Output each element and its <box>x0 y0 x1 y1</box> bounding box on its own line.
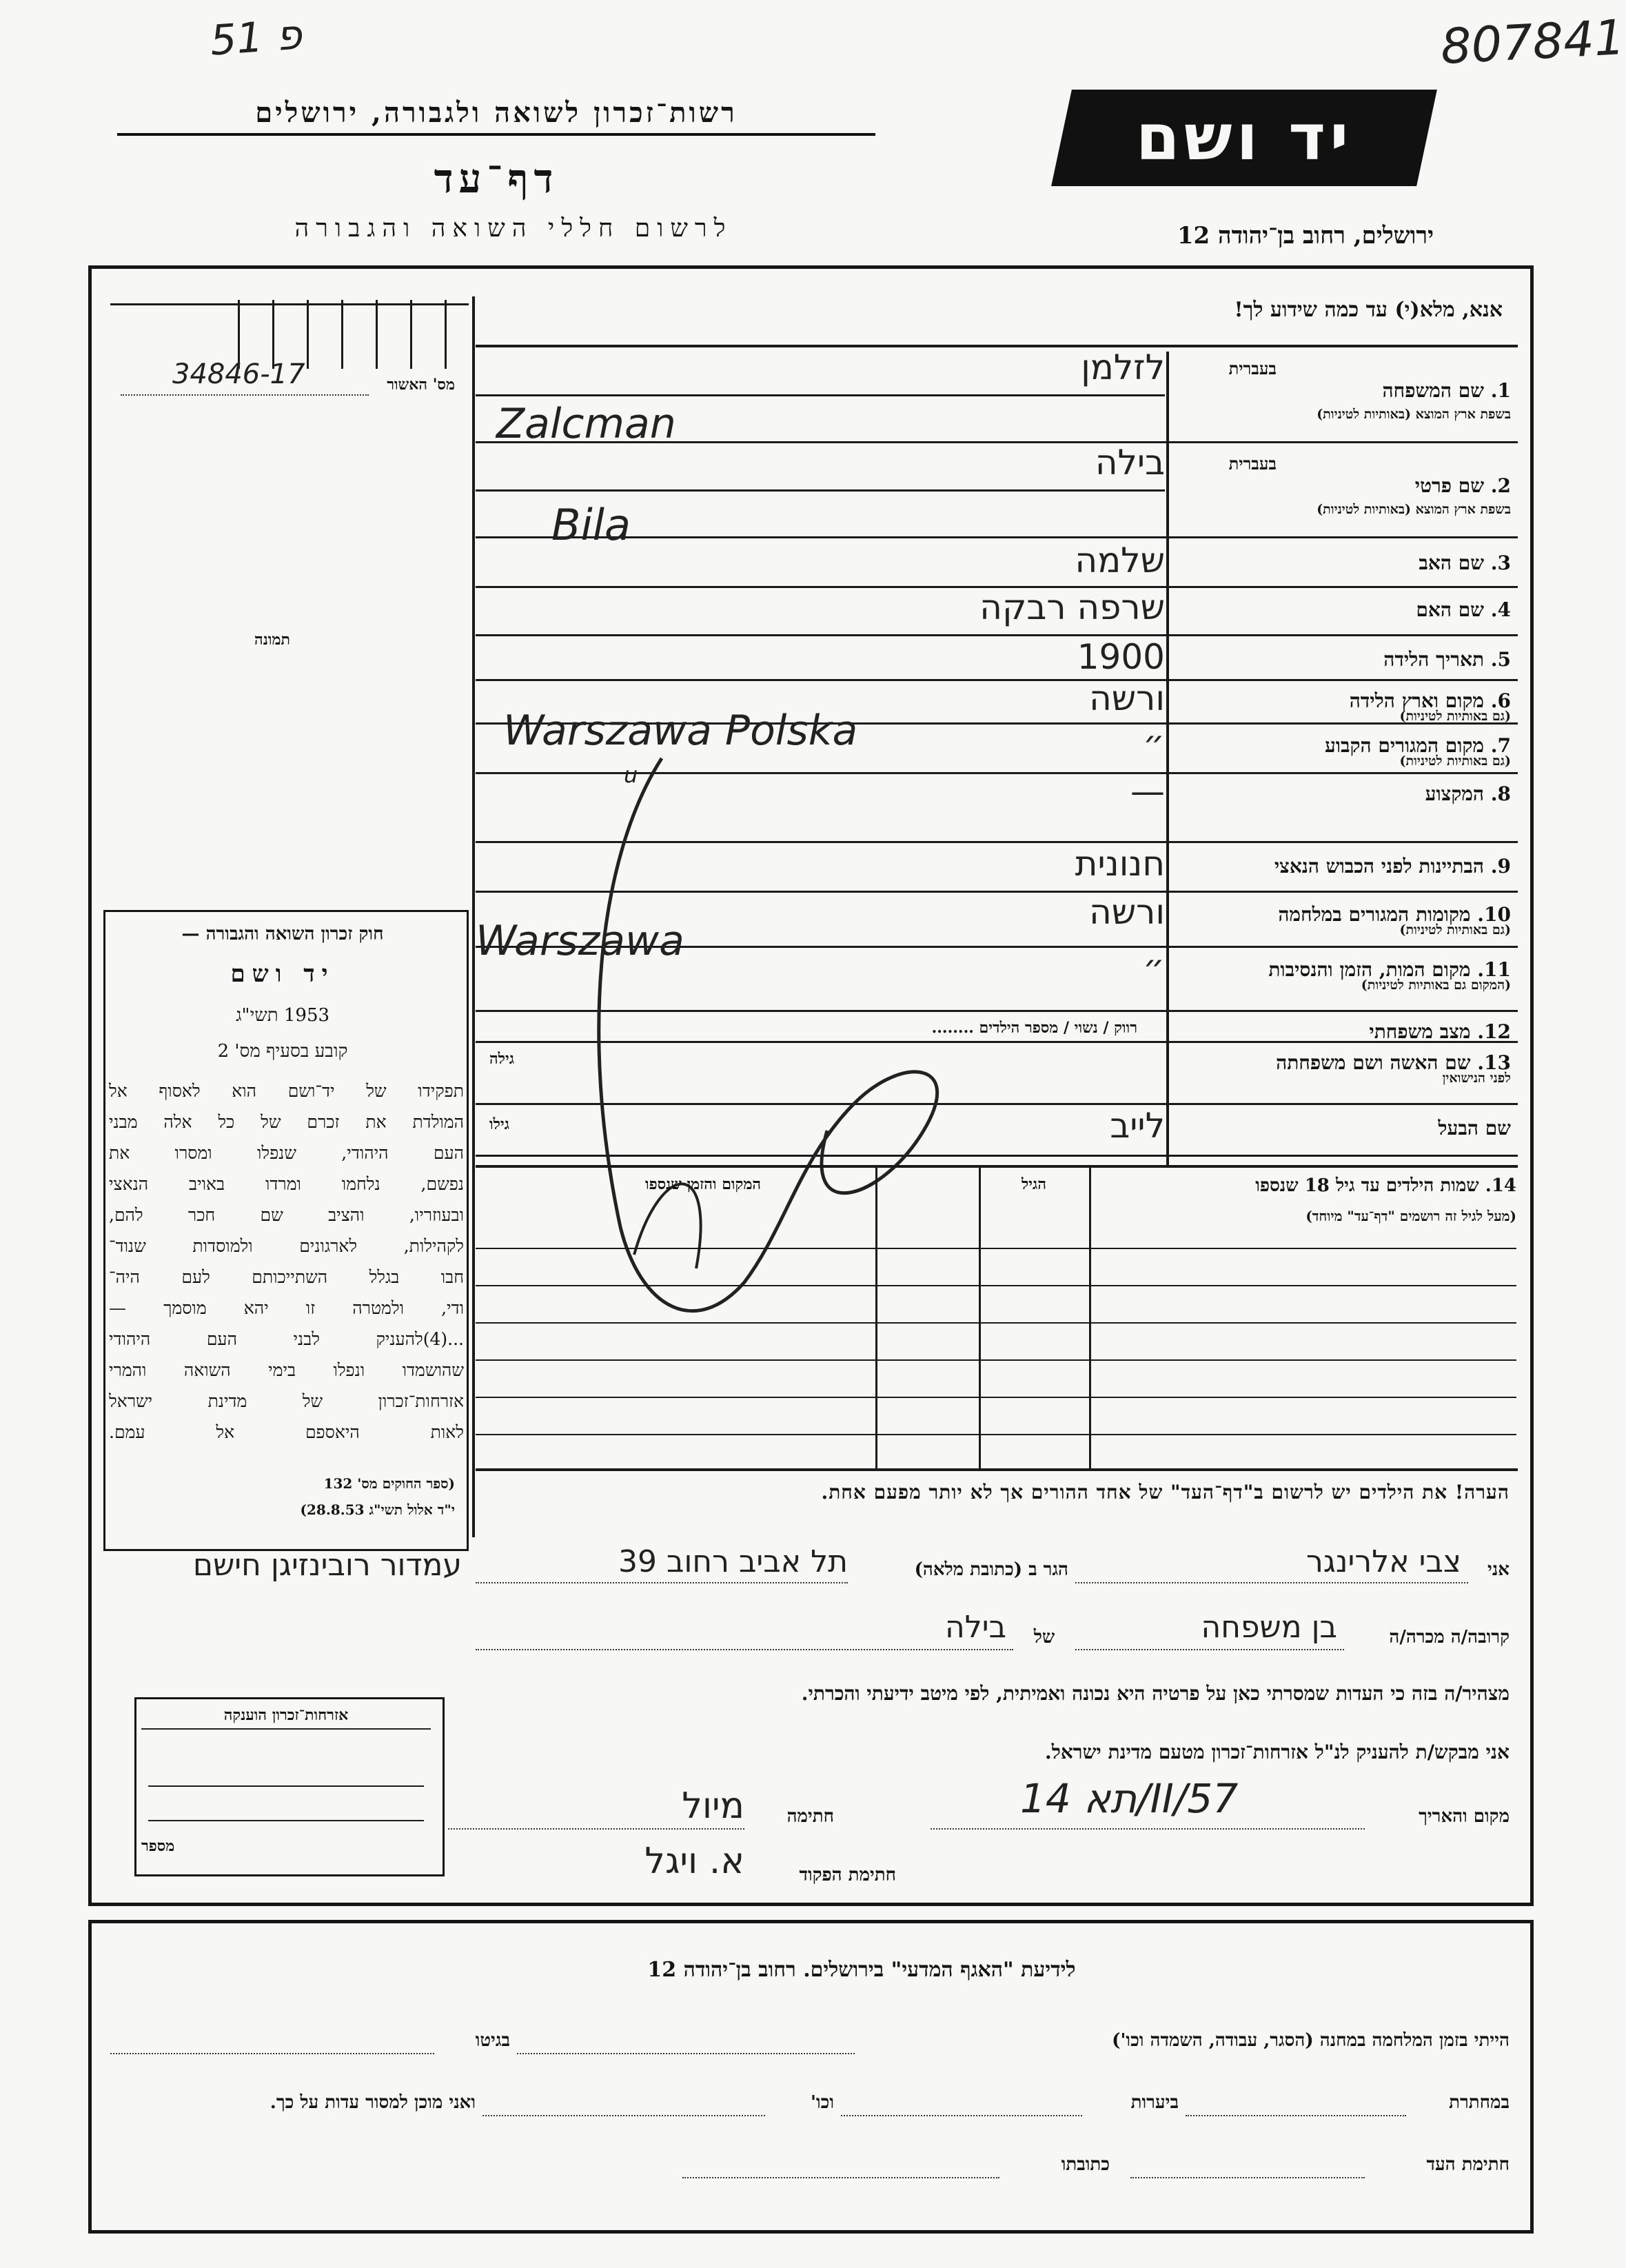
field-value: 1900 <box>1077 637 1165 677</box>
authority-name: רשות־זכרון לשואה ולגבורה, ירושלים <box>117 97 875 136</box>
footer-title: לידיעת "האגף המדעי" בירושלים. רחוב בן־יהודה 12 <box>647 1958 1076 1982</box>
signature-label: חתימה <box>786 1806 834 1827</box>
field-value: לייב <box>1110 1106 1165 1146</box>
field-value: שרפה רבקה <box>979 587 1165 627</box>
law-text-line: העם היהודי, שנפלו ומסרו את <box>109 1143 464 1163</box>
official-signature-label: חתימת הפקוד <box>799 1865 896 1885</box>
photo-label: תמונה <box>254 631 290 649</box>
field-label: 2. שם פרטי <box>1414 474 1511 497</box>
field-label: 12. מצב משפחתי <box>1369 1020 1511 1043</box>
children-col-age: הגיל <box>1022 1175 1046 1193</box>
law-heading: חוק זכרון השואה והגבורה — <box>181 924 384 944</box>
field-label: 11. מקום המות, הזמן והנסיבות <box>1268 958 1511 981</box>
signature-value: מיול <box>682 1785 744 1827</box>
field-value: רווק / נשוי / מספר הילדים ........ <box>931 1019 1137 1037</box>
law-text-line: אזרחות־זכרון של מדינת ישראל <box>109 1391 464 1411</box>
law-source-2: י"ד אלול תשי"ג 28.8.53) <box>300 1501 455 1518</box>
field-sublabel: (גם באותיות לטיניות) <box>1399 709 1511 724</box>
field-label: 8. המקצוע <box>1425 782 1511 805</box>
residence-mark: u <box>624 762 638 788</box>
top-handwritten-mark: פ 51 <box>208 10 304 65</box>
field-value: ורשה <box>1089 892 1165 932</box>
place-date-label: מקום והאריך <box>1419 1806 1510 1827</box>
field-label: 3. שם האב <box>1419 551 1511 574</box>
field-sublabel: בשפת ארץ המוצא (באותיות לטיניות) <box>1317 502 1511 517</box>
law-text <box>109 1075 464 1448</box>
law-text-line: לאות היאספם אל עמם. <box>109 1422 464 1442</box>
footer-line2-a: במחתרת <box>1449 2092 1510 2113</box>
cancel-scribble <box>538 745 1020 1365</box>
approval-number-value: 34846-17 <box>172 358 305 390</box>
field-row <box>476 540 1518 586</box>
witness-name: צבי אלרינגר <box>1305 1544 1461 1579</box>
footer-line1-a: הייתי בזמן המלחמה במחנה (הסגר, עבודה, השמדה וכו') <box>1112 2030 1510 2051</box>
field-label: 5. תאריך הלידה <box>1383 648 1511 671</box>
law-year-num: 1953 <box>283 1005 330 1026</box>
form-divider-left <box>472 296 475 1537</box>
header-address: ירושלים, רחוב בן־יהודה 12 <box>1177 222 1434 250</box>
footer-line3-b: כתובתו <box>1061 2154 1110 2175</box>
official-signature-value: א. ויגל <box>644 1841 744 1882</box>
field-tag: בעברית <box>1228 454 1277 474</box>
field-label: 10. מקומות המגורים במלחמה <box>1278 903 1511 926</box>
field-label: שם הבעל <box>1438 1117 1511 1140</box>
field-sublabel: (המקום גם באותיות לטיניות) <box>1361 978 1511 993</box>
field-sublabel: בשפת ארץ המוצא (באותיות לטיניות) <box>1317 407 1511 422</box>
form-title: דף־עד <box>434 155 559 202</box>
wartime-latin-value: Warszawa <box>476 917 684 965</box>
field-value: לזלמן <box>1081 347 1165 387</box>
extra-handwriting: עמדור רובינזיגן חישם <box>192 1548 462 1583</box>
field-label: 13. שם האשה ושם משפחתה <box>1276 1051 1511 1074</box>
footer-line1-b: בגיטו <box>475 2030 510 2051</box>
field-value: — <box>1130 771 1165 811</box>
field-label: 6. מקום וארץ הלידה <box>1349 689 1511 712</box>
decl-request: אני מבקש/ת להעניק לנ"ל אזרחות־זכרון מטעם מדינת ישראל. <box>1044 1741 1510 1763</box>
of-value: בילה <box>944 1610 1006 1645</box>
law-year-heb: תשי"ג <box>235 1005 278 1026</box>
field-sublabel: (גם באותיות לטיניות) <box>1399 922 1511 938</box>
children-col-place: המקום והזמן שנספו <box>644 1175 762 1193</box>
law-source-1: (ספר החוקים מס' 132 <box>323 1475 455 1492</box>
birthplace-latin-value: Warszawa Polska <box>503 707 858 755</box>
footer-line2-b: ביערות <box>1130 2092 1179 2113</box>
footer-line2-d: ואני מוכן למסור עדות על כך. <box>270 2092 476 2113</box>
place-date-value: תא 14/II/57 <box>1020 1775 1239 1822</box>
footer-line3-a: חתימת העד <box>1426 2154 1510 2175</box>
decl-relative-label: קרובה/ה מכרה/ה <box>1389 1627 1510 1648</box>
field-value: בילה <box>1095 443 1165 483</box>
field-row <box>476 637 1518 679</box>
law-text-line: שהושמדו ונפלו בימי השואה והמרי <box>109 1360 464 1380</box>
field-tag: גילה <box>489 1050 514 1068</box>
intro-text: אנא, מלא(י) עד כמה שידוע לך! <box>1234 298 1503 322</box>
field-label: 9. הבתיינות לפני הכבוש הנאצי <box>1274 855 1511 878</box>
field-value: שלמה <box>1075 540 1165 580</box>
law-clause: קובע בסעיף מס' 2 <box>217 1041 348 1062</box>
field-value: ״ <box>1142 947 1165 987</box>
field-row <box>476 587 1518 634</box>
citizenship-number-label: מספר <box>141 1837 175 1855</box>
field-tag: בעברית <box>1228 358 1277 378</box>
field-sublabel: לפני הנישואין <box>1442 1071 1511 1086</box>
firstname-latin-value: Bila <box>551 500 631 550</box>
law-name: יד ושם <box>230 960 335 988</box>
decl-of-label: של <box>1033 1627 1055 1648</box>
form-subtitle: לרשום חללי השואה והגבורה <box>294 214 733 243</box>
decl-i-label: אני <box>1487 1559 1510 1580</box>
children-sub: (מעל לגיל זה רושמים "דף־עד" מיוחד) <box>1305 1208 1516 1224</box>
field-value: ״ <box>1142 723 1165 763</box>
citizenship-box-title: אזרחות־זכרון הוענקה <box>141 1706 431 1730</box>
field-value: חנונית <box>1075 844 1165 884</box>
field-tag: גילו <box>489 1115 509 1133</box>
field-value: ורשה <box>1089 678 1165 718</box>
law-year <box>110 1005 455 1026</box>
yad-vashem-logo: יד ושם <box>1051 90 1437 186</box>
law-text-line: ודי, ולמטרה זו יהא מוסמך — <box>109 1298 464 1318</box>
law-text-line: תפקידו של יד־ושם הוא לאסוף אל <box>109 1081 464 1101</box>
note-text: הערה! את הילדים יש לרשום ב"דף־העד" של אחד ההורים אך לא יותר מפעם אחת. <box>821 1481 1510 1503</box>
law-text-line: ...(4)להעניק לבני העם היהודי <box>109 1329 464 1349</box>
field-label: 1. שם המשפחה <box>1382 379 1511 402</box>
decl-statement: מצהיר/ה בזה כי העדות שמסרתי כאן על פרטיה היא נכונה ואמיתית, לפי מיטב ידיעתי והכרתי. <box>801 1682 1510 1705</box>
witness-address: תל אביב רחוב 39 <box>618 1544 848 1579</box>
surname-latin-value: Zalcman <box>496 400 676 448</box>
law-text-line: לקהילות, לארגונים ולמוסדות שנוד־ <box>109 1236 464 1256</box>
footer-line2-c: וכו' <box>811 2092 834 2113</box>
law-text-line: ובעוזריו, והציב שם חכר להם, <box>109 1205 464 1225</box>
field-row <box>476 443 1518 536</box>
approval-number-label: מס' האשור <box>387 376 455 394</box>
law-text-line: המולדת את זכרם של כל אלה מבני <box>109 1112 464 1132</box>
field-label: 7. מקום המגורים הקבוע <box>1325 734 1511 757</box>
relation-value: בן משפחה <box>1201 1610 1337 1645</box>
field-sublabel: (גם באותיות לטיניות) <box>1399 753 1511 769</box>
law-text-line: חבו בגלל השתייכותם לעם היה־ <box>109 1267 464 1287</box>
children-label: 14. שמות הילדים עד גיל 18 שנספו <box>1255 1175 1516 1196</box>
decl-residing-label: הגר ב (כתובת מלאה) <box>914 1559 1068 1580</box>
law-text-line: נפשם, נלחמו ומרדו באויב הנאצי <box>109 1174 464 1194</box>
archive-number: 807841 <box>1439 9 1626 75</box>
field-label: 4. שם האם <box>1416 598 1511 621</box>
